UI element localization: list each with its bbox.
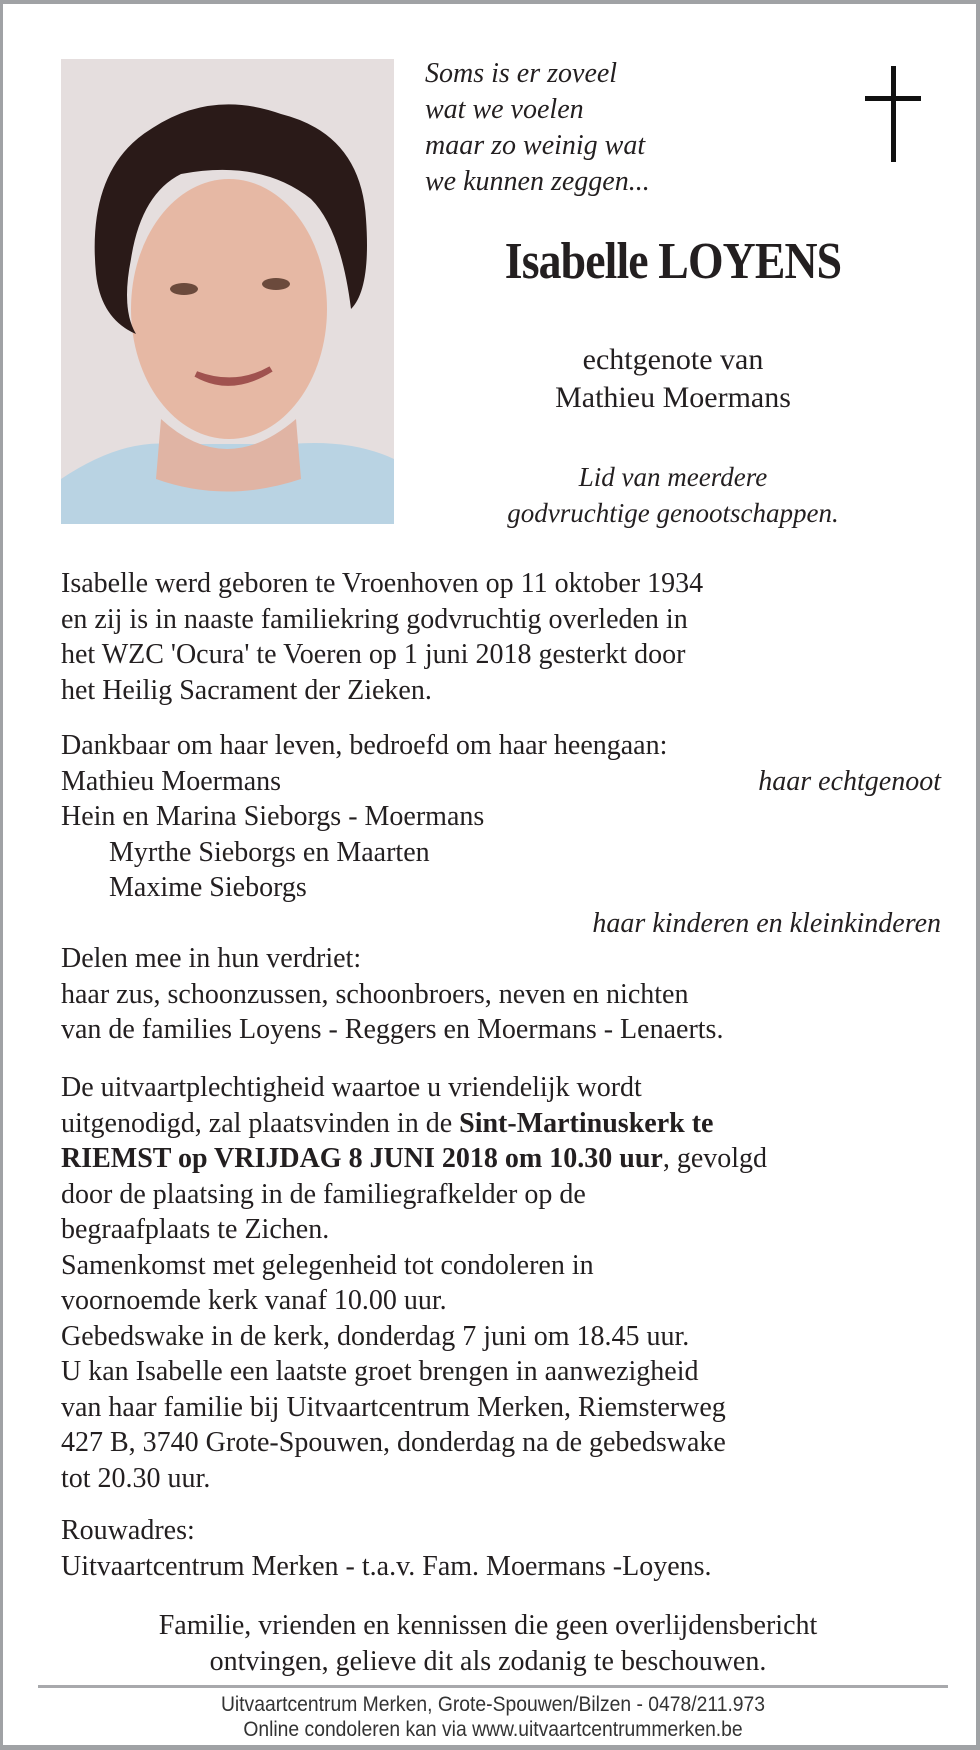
mourner-row <box>61 764 941 800</box>
bio-line: het Heilig Sacrament der Zieken. <box>61 674 432 706</box>
mourners-list <box>61 728 941 1048</box>
membership-note <box>423 459 923 531</box>
poem-line: we kunnen zeggen... <box>425 166 650 197</box>
spouse-name: Mathieu Moermans <box>555 381 791 414</box>
ceremony-line: tot 20.30 uur. <box>61 1462 211 1494</box>
bio-line: Isabelle werd geboren te Vroenhoven op 11 oktober 1934 <box>61 568 704 599</box>
notice <box>48 1608 928 1679</box>
relatives-line: van de families Loyens - Reggers en Moermans - Lenaerts. <box>61 1014 724 1045</box>
ceremony-location: Sint-Martinuskerk te <box>459 1107 714 1139</box>
ceremony-text: uitgenodigd, zal plaatsvinden in de <box>61 1107 460 1139</box>
ceremony-line: Samenkomst met gelegenheid tot condoleren in <box>61 1249 594 1281</box>
poem-line: wat we voelen <box>425 94 584 125</box>
footer-divider <box>38 1685 948 1688</box>
bio-line: het WZC 'Ocura' te Voeren op 1 juni 2018 gesterkt door <box>61 639 686 670</box>
ceremony-datetime: RIEMST op VRIJDAG 8 JUNI 2018 om 10.30 uur <box>61 1143 663 1174</box>
membership-line: godvruchtige genootschappen. <box>507 498 839 528</box>
ceremony-line <box>61 1106 941 1142</box>
ceremony-line: Gebedswake in de kerk, donderdag 7 juni om 18.45 uur. <box>61 1320 690 1352</box>
ceremony-line: De uitvaartplechtigheid waartoe u vriendelijk wordt <box>61 1072 642 1103</box>
notice-line: Familie, vrienden en kennissen die geen overlijdensbericht <box>158 1610 818 1641</box>
footer <box>42 1692 944 1742</box>
address-value: Uitvaartcentrum Merken - t.a.v. Fam. Moermans -Loyens. <box>61 1550 712 1582</box>
portrait-illustration <box>61 59 394 524</box>
poem <box>425 56 650 200</box>
ceremony-details <box>61 1070 941 1496</box>
online-condolence-link[interactable]: Online condoleren kan via www.uitvaartcentrummerken.be <box>243 1718 743 1741</box>
spouse-label: echtgenote van <box>582 343 764 376</box>
poem-line: maar zo weinig wat <box>425 130 646 161</box>
deceased-name: Isabelle LOYENS <box>504 233 842 290</box>
ceremony-line: 427 B, 3740 Grote-Spouwen, donderdag na de gebedswake <box>61 1427 726 1458</box>
funeral-home-contact: Uitvaartcentrum Merken, Grote-Spouwen/Bilzen - 0478/211.973 <box>220 1693 766 1716</box>
membership-line: Lid van meerdere <box>578 462 768 492</box>
mourner-role: haar echtgenoot <box>758 765 941 797</box>
portrait-photo <box>61 59 394 524</box>
ceremony-line <box>61 1141 941 1177</box>
ceremony-line: U kan Isabelle een laatste groet brengen in aanwezigheid <box>61 1356 699 1387</box>
ceremony-line: van haar familie bij Uitvaartcentrum Merken, Riemsterweg <box>61 1391 726 1423</box>
mourner-grandchild: Myrthe Sieborgs en Maarten <box>109 836 430 868</box>
relatives-line: haar zus, schoonzussen, schoonbroers, neven en nichten <box>61 978 689 1010</box>
mourner-grandchild: Maxime Sieborgs <box>109 872 307 903</box>
mourners-intro: Dankbaar om haar leven, bedroefd om haar heengaan: <box>61 730 668 761</box>
address-label: Rouwadres: <box>61 1515 195 1546</box>
share-intro: Delen mee in hun verdriet: <box>61 943 362 974</box>
mourner-children: Hein en Marina Sieborgs - Moermans <box>61 801 485 832</box>
ceremony-line: begraafplaats te Zichen. <box>61 1214 330 1245</box>
mourner-role: haar kinderen en kleinkinderen <box>592 907 941 939</box>
ceremony-line: voornoemde kerk vanaf 10.00 uur. <box>61 1285 447 1316</box>
notice-line: ontvingen, gelieve dit als zodanig te beschouwen. <box>209 1645 767 1677</box>
bio-line: en zij is in naaste familiekring godvruchtig overleden in <box>61 603 688 635</box>
spouse-info <box>423 341 923 417</box>
poem-line: Soms is er zoveel <box>425 58 618 89</box>
ceremony-line: door de plaatsing in de familiegrafkelder op de <box>61 1178 586 1210</box>
ceremony-text: , gevolgd <box>662 1143 768 1174</box>
obituary-card <box>3 4 976 1745</box>
cross-icon <box>865 66 921 162</box>
biography <box>61 566 941 708</box>
mourner-spouse: Mathieu Moermans <box>61 765 282 797</box>
mourning-address <box>61 1513 941 1584</box>
